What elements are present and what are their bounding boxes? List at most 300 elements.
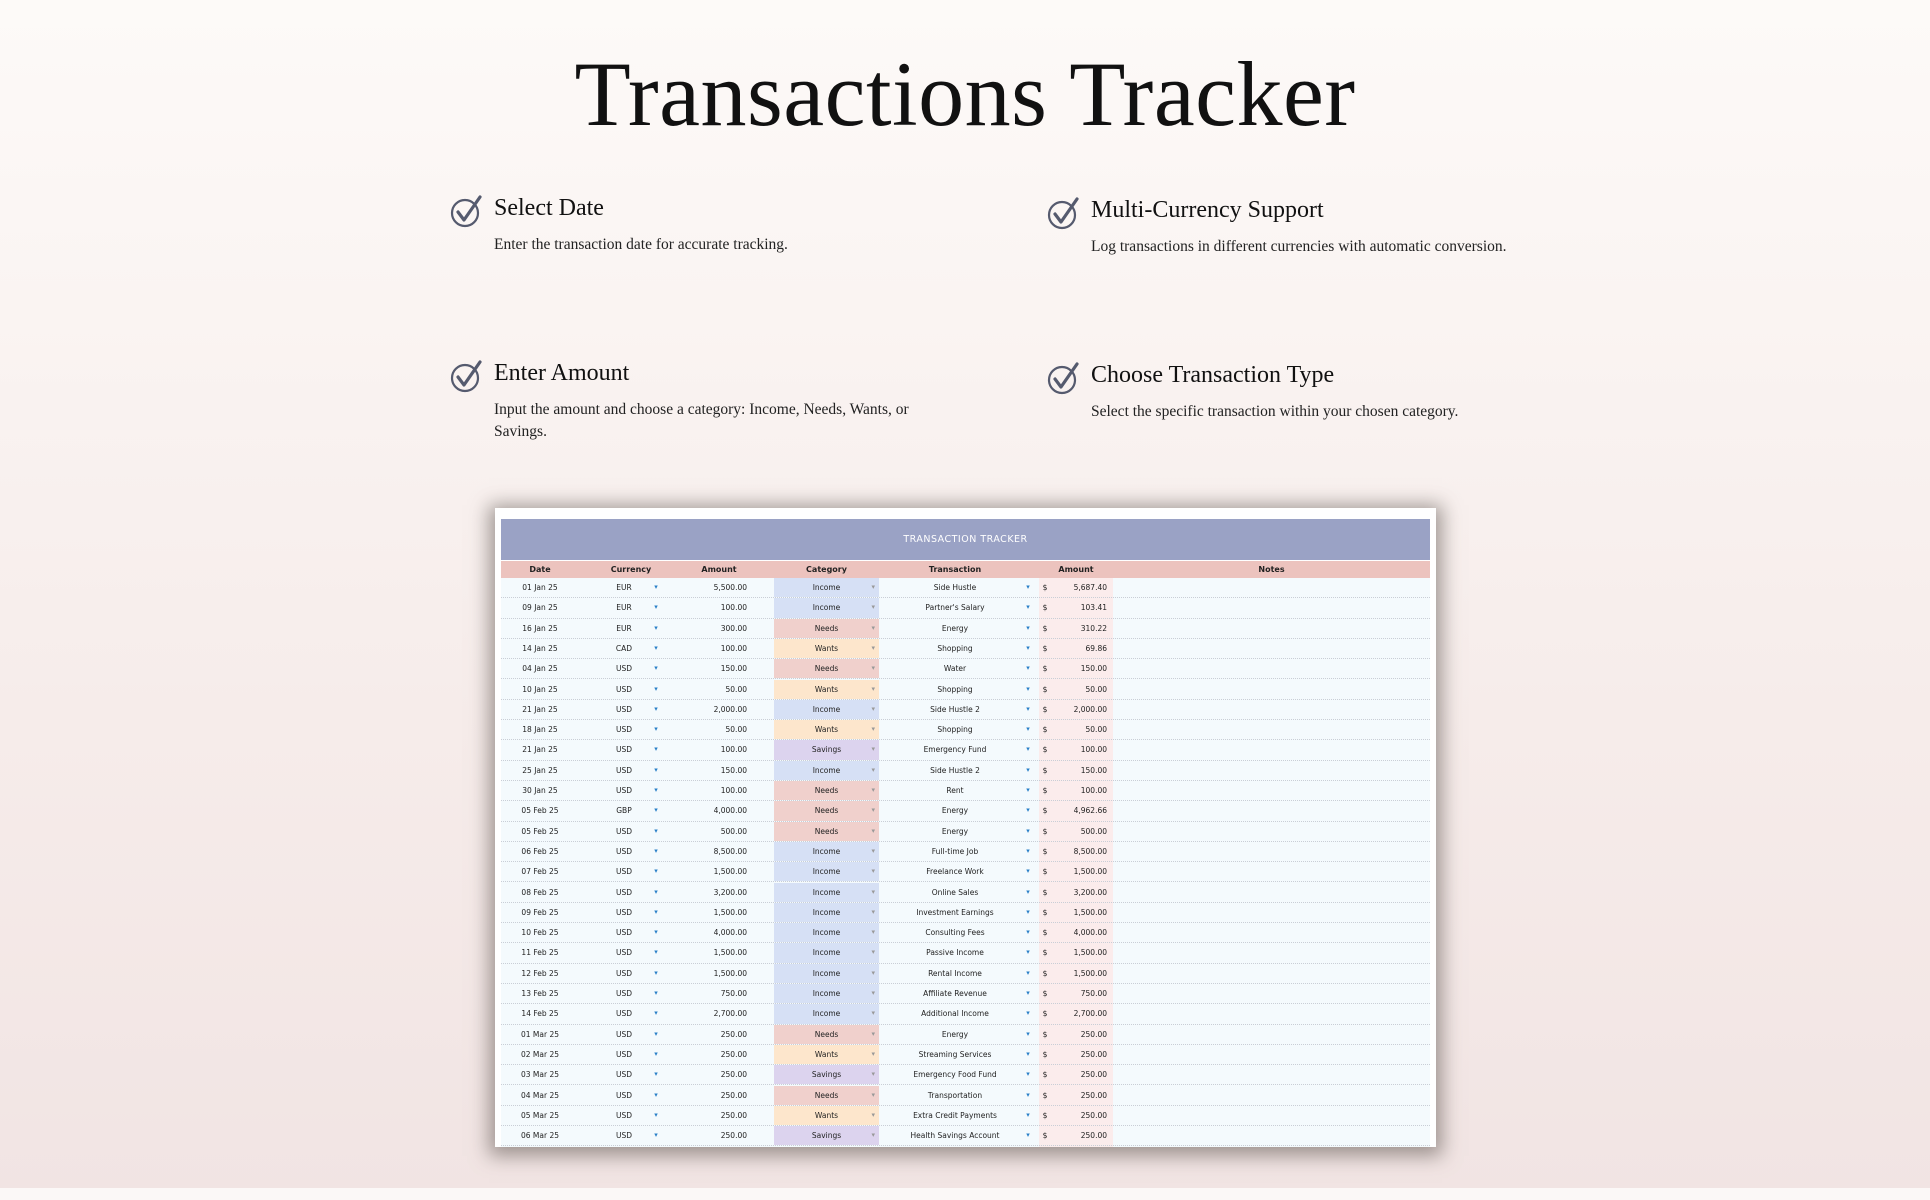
- currency-symbol: $: [1042, 806, 1048, 816]
- transaction-cell[interactable]: Emergency Food Fund: [913, 1070, 997, 1080]
- converted-amount-cell: 750.00: [1080, 989, 1107, 998]
- category-cell[interactable]: [774, 598, 879, 617]
- currency-cell[interactable]: USD: [615, 948, 633, 958]
- date-cell[interactable]: 21 Jan 25: [522, 745, 558, 755]
- sheet-banner: TRANSACTION TRACKER: [501, 519, 1430, 560]
- amount-cell[interactable]: 50.00: [725, 725, 747, 735]
- currency-cell[interactable]: USD: [615, 989, 633, 998]
- category-cell[interactable]: [774, 943, 879, 962]
- transaction-cell[interactable]: Rental Income: [928, 968, 982, 978]
- currency-cell[interactable]: USD: [615, 1049, 633, 1059]
- dropdown-arrow-icon[interactable]: ▾: [871, 1070, 875, 1079]
- feature-title: Choose Transaction Type: [1091, 362, 1335, 388]
- currency-symbol: $: [1042, 1070, 1048, 1080]
- category-cell[interactable]: [774, 761, 879, 780]
- currency-cell[interactable]: USD: [615, 968, 633, 978]
- currency-cell[interactable]: USD: [615, 786, 633, 795]
- table-row: [501, 1086, 1430, 1106]
- transaction-cell[interactable]: Online Sales: [931, 887, 979, 897]
- dropdown-arrow-icon[interactable]: ▾: [1026, 664, 1030, 673]
- currency-symbol: $: [1042, 989, 1048, 998]
- amount-cell[interactable]: 2,700.00: [713, 1009, 747, 1019]
- date-cell[interactable]: 11 Feb 25: [521, 948, 559, 958]
- currency-symbol: $: [1042, 1131, 1048, 1141]
- currency-cell[interactable]: USD: [615, 846, 633, 856]
- transaction-cell[interactable]: Rent: [946, 786, 964, 795]
- dropdown-arrow-icon[interactable]: ▾: [654, 1009, 658, 1018]
- dropdown-arrow-icon[interactable]: ▾: [654, 786, 658, 794]
- converted-amount-cell: 8,500.00: [1073, 846, 1107, 856]
- transaction-cell[interactable]: Side Hustle 2: [930, 765, 980, 775]
- category-cell[interactable]: [774, 984, 879, 1003]
- dropdown-arrow-icon[interactable]: ▾: [871, 907, 875, 916]
- table-row: [501, 801, 1430, 821]
- category-cell[interactable]: [774, 1086, 879, 1105]
- currency-symbol: $: [1042, 745, 1048, 755]
- currency-symbol: $: [1042, 1049, 1048, 1059]
- dropdown-arrow-icon[interactable]: ▾: [1026, 1070, 1030, 1079]
- transaction-cell[interactable]: Passive Income: [926, 948, 984, 958]
- date-cell[interactable]: 01 Jan 25: [522, 583, 558, 592]
- currency-cell[interactable]: USD: [615, 1090, 633, 1100]
- transaction-cell[interactable]: Transportation: [927, 1090, 983, 1100]
- feature-select-date: [494, 192, 934, 256]
- category-cell[interactable]: [774, 680, 879, 699]
- transaction-cell[interactable]: Extra Credit Payments: [913, 1110, 997, 1120]
- currency-cell[interactable]: EUR: [616, 603, 632, 613]
- date-cell[interactable]: 06 Mar 25: [520, 1131, 559, 1141]
- dropdown-arrow-icon[interactable]: ▾: [1026, 623, 1030, 632]
- transaction-cell[interactable]: Side Hustle 2: [930, 704, 980, 714]
- transaction-cell[interactable]: Energy: [941, 806, 969, 816]
- dropdown-arrow-icon[interactable]: ▾: [654, 603, 658, 612]
- amount-cell[interactable]: 750.00: [720, 989, 747, 998]
- currency-cell[interactable]: GBP: [616, 806, 632, 816]
- date-cell[interactable]: 03 Mar 25: [520, 1070, 559, 1080]
- category-cell[interactable]: [774, 842, 879, 861]
- dropdown-arrow-icon[interactable]: ▾: [654, 1029, 658, 1038]
- amount-cell[interactable]: 3,200.00: [713, 887, 747, 897]
- amount-cell[interactable]: 2,000.00: [713, 704, 747, 714]
- dropdown-arrow-icon[interactable]: ▾: [871, 928, 875, 937]
- date-cell[interactable]: 07 Feb 25: [521, 867, 559, 877]
- amount-cell[interactable]: 4,000.00: [713, 928, 747, 938]
- currency-cell[interactable]: CAD: [615, 643, 633, 653]
- table-row: [501, 1004, 1430, 1024]
- date-cell[interactable]: 30 Jan 25: [522, 786, 558, 795]
- table-row: [501, 700, 1430, 720]
- dropdown-arrow-icon[interactable]: ▾: [654, 887, 658, 896]
- table-row: [501, 1106, 1430, 1126]
- amount-cell[interactable]: 250.00: [720, 1070, 747, 1080]
- category-cell[interactable]: [774, 578, 879, 597]
- table-row: [501, 1025, 1430, 1045]
- category-label: Income: [812, 907, 841, 917]
- category-label: Income: [812, 867, 841, 877]
- dropdown-arrow-icon[interactable]: ▾: [654, 1070, 658, 1079]
- currency-symbol: $: [1042, 786, 1048, 795]
- transaction-cell[interactable]: Consulting Fees: [925, 928, 985, 938]
- table-row: [501, 1126, 1430, 1146]
- dropdown-arrow-icon[interactable]: ▾: [654, 907, 658, 916]
- dropdown-arrow-icon[interactable]: ▾: [871, 1009, 875, 1018]
- category-cell[interactable]: [774, 781, 879, 800]
- date-cell[interactable]: 09 Feb 25: [521, 907, 559, 917]
- dropdown-arrow-icon[interactable]: ▾: [1026, 583, 1030, 591]
- dropdown-arrow-icon[interactable]: ▾: [1026, 684, 1030, 693]
- dropdown-arrow-icon[interactable]: ▾: [654, 948, 658, 957]
- currency-symbol: $: [1042, 968, 1048, 978]
- transaction-cell[interactable]: Streaming Services: [918, 1049, 992, 1059]
- currency-cell[interactable]: USD: [615, 1131, 633, 1141]
- category-label: Needs: [814, 1090, 839, 1100]
- converted-amount-cell: 250.00: [1080, 1110, 1107, 1120]
- table-row: [501, 659, 1430, 679]
- dropdown-arrow-icon[interactable]: ▾: [871, 745, 875, 754]
- category-label: Income: [812, 989, 841, 998]
- transaction-cell[interactable]: Partner's Salary: [925, 603, 985, 613]
- currency-symbol: $: [1042, 1009, 1048, 1019]
- dropdown-arrow-icon[interactable]: ▾: [1026, 786, 1030, 794]
- category-cell[interactable]: [774, 659, 879, 678]
- date-cell[interactable]: 10 Jan 25: [522, 684, 558, 694]
- date-cell[interactable]: 04 Jan 25: [522, 664, 558, 674]
- category-cell[interactable]: [774, 639, 879, 658]
- dropdown-arrow-icon[interactable]: ▾: [871, 1110, 875, 1119]
- currency-cell[interactable]: USD: [615, 1070, 633, 1080]
- transaction-cell[interactable]: Full-time Job: [931, 846, 979, 856]
- check-circle-icon: [450, 194, 484, 228]
- dropdown-arrow-icon[interactable]: ▾: [871, 1090, 875, 1099]
- dropdown-arrow-icon[interactable]: ▾: [871, 989, 875, 997]
- amount-cell[interactable]: 100.00: [720, 603, 747, 613]
- transaction-cell[interactable]: Shopping: [937, 684, 973, 694]
- dropdown-arrow-icon[interactable]: ▾: [654, 643, 658, 652]
- date-cell[interactable]: 13 Feb 25: [521, 989, 559, 998]
- amount-cell[interactable]: 50.00: [725, 684, 747, 694]
- dropdown-arrow-icon[interactable]: ▾: [654, 704, 658, 713]
- currency-cell[interactable]: USD: [615, 887, 633, 897]
- category-cell[interactable]: [774, 801, 879, 820]
- currency-cell[interactable]: USD: [615, 928, 633, 938]
- column-header-currency: Currency: [610, 565, 652, 574]
- category-cell[interactable]: [774, 1004, 879, 1023]
- dropdown-arrow-icon[interactable]: ▾: [1026, 725, 1030, 734]
- category-cell[interactable]: [774, 720, 879, 739]
- category-label: Wants: [814, 725, 839, 735]
- date-cell[interactable]: 06 Feb 25: [521, 846, 559, 856]
- currency-cell[interactable]: USD: [615, 1110, 633, 1120]
- dropdown-arrow-icon[interactable]: ▾: [871, 786, 875, 794]
- amount-cell[interactable]: 1,500.00: [713, 907, 747, 917]
- category-label: Income: [812, 887, 841, 897]
- currency-symbol: $: [1042, 725, 1048, 735]
- feature-title: Enter Amount: [494, 360, 630, 386]
- currency-symbol: $: [1042, 1090, 1048, 1100]
- date-cell[interactable]: 25 Jan 25: [522, 765, 558, 775]
- dropdown-arrow-icon[interactable]: ▾: [1026, 1090, 1030, 1099]
- converted-amount-cell: 250.00: [1080, 1131, 1107, 1141]
- dropdown-arrow-icon[interactable]: ▾: [1026, 806, 1030, 815]
- converted-amount-cell: 1,500.00: [1073, 968, 1107, 978]
- dropdown-arrow-icon[interactable]: ▾: [871, 826, 875, 835]
- column-header-converted-amount: Amount: [1058, 565, 1094, 574]
- table-row: [501, 903, 1430, 923]
- dropdown-arrow-icon[interactable]: ▾: [654, 765, 658, 774]
- category-label: Needs: [814, 664, 839, 674]
- dropdown-arrow-icon[interactable]: ▾: [1026, 1009, 1030, 1018]
- currency-cell[interactable]: USD: [615, 664, 633, 674]
- transaction-cell[interactable]: Shopping: [937, 643, 973, 653]
- transaction-cell[interactable]: Freelance Work: [926, 867, 984, 877]
- dropdown-arrow-icon[interactable]: ▾: [871, 704, 875, 713]
- amount-cell[interactable]: 5,500.00: [713, 583, 747, 592]
- dropdown-arrow-icon[interactable]: ▾: [654, 989, 658, 997]
- date-cell[interactable]: 21 Jan 25: [522, 704, 558, 714]
- amount-cell[interactable]: 250.00: [720, 1029, 747, 1039]
- date-cell[interactable]: 10 Feb 25: [521, 928, 559, 938]
- dropdown-arrow-icon[interactable]: ▾: [871, 725, 875, 734]
- dropdown-arrow-icon[interactable]: ▾: [1026, 846, 1030, 855]
- table-row: [501, 761, 1430, 781]
- amount-cell[interactable]: 8,500.00: [713, 846, 747, 856]
- currency-symbol: $: [1042, 603, 1048, 613]
- amount-cell[interactable]: 250.00: [720, 1110, 747, 1120]
- converted-amount-cell: 150.00: [1080, 765, 1107, 775]
- table-row: [501, 639, 1430, 659]
- feature-enter-amount: [494, 357, 934, 443]
- date-cell[interactable]: 12 Feb 25: [521, 968, 559, 978]
- table-row: [501, 822, 1430, 842]
- dropdown-arrow-icon[interactable]: ▾: [1026, 928, 1030, 937]
- category-label: Needs: [814, 826, 839, 836]
- sheet-body: [501, 578, 1430, 1147]
- dropdown-arrow-icon[interactable]: ▾: [1026, 968, 1030, 977]
- transaction-cell[interactable]: Affiliate Revenue: [923, 989, 987, 998]
- currency-symbol: $: [1042, 664, 1048, 674]
- amount-cell[interactable]: 1,500.00: [713, 867, 747, 877]
- feature-description: Input the amount and choose a category: Income, Needs, Wants, or Savings.: [494, 401, 909, 440]
- currency-cell[interactable]: USD: [615, 1029, 633, 1039]
- date-cell[interactable]: 05 Feb 25: [521, 826, 559, 836]
- dropdown-arrow-icon[interactable]: ▾: [654, 928, 658, 937]
- date-cell[interactable]: 02 Mar 25: [520, 1049, 559, 1059]
- dropdown-arrow-icon[interactable]: ▾: [871, 948, 875, 957]
- dropdown-arrow-icon[interactable]: ▾: [871, 583, 875, 591]
- dropdown-arrow-icon[interactable]: ▾: [654, 1090, 658, 1099]
- transaction-cell[interactable]: Energy: [941, 623, 969, 633]
- currency-cell[interactable]: USD: [615, 765, 633, 775]
- currency-cell[interactable]: USD: [615, 704, 633, 714]
- dropdown-arrow-icon[interactable]: ▾: [871, 1029, 875, 1038]
- column-header-transaction: Transaction: [928, 565, 982, 574]
- transaction-cell[interactable]: Water: [943, 664, 967, 674]
- dropdown-arrow-icon[interactable]: ▾: [1026, 826, 1030, 835]
- dropdown-arrow-icon[interactable]: ▾: [654, 745, 658, 754]
- dropdown-arrow-icon[interactable]: ▾: [871, 603, 875, 612]
- currency-cell[interactable]: USD: [615, 826, 633, 836]
- dropdown-arrow-icon[interactable]: ▾: [1026, 745, 1030, 754]
- amount-cell[interactable]: 150.00: [720, 765, 747, 775]
- dropdown-arrow-icon[interactable]: ▾: [654, 725, 658, 734]
- currency-cell[interactable]: USD: [615, 684, 633, 694]
- dropdown-arrow-icon[interactable]: ▾: [654, 684, 658, 693]
- currency-symbol: $: [1042, 1029, 1048, 1039]
- category-cell[interactable]: [774, 619, 879, 638]
- category-label: Income: [812, 704, 841, 714]
- date-cell[interactable]: 14 Jan 25: [522, 643, 558, 653]
- date-cell[interactable]: 05 Mar 25: [520, 1110, 559, 1120]
- dropdown-arrow-icon[interactable]: ▾: [1026, 989, 1030, 997]
- page-title: Transactions Tracker: [574, 43, 1356, 145]
- feature-transaction-type: [1091, 359, 1531, 423]
- category-cell[interactable]: [774, 822, 879, 841]
- dropdown-arrow-icon[interactable]: ▾: [1026, 1110, 1030, 1119]
- dropdown-arrow-icon[interactable]: ▾: [871, 887, 875, 896]
- date-cell[interactable]: 04 Mar 25: [520, 1090, 559, 1100]
- table-row: [501, 1065, 1430, 1085]
- dropdown-arrow-icon[interactable]: ▾: [1026, 1049, 1030, 1058]
- feature-title: Select Date: [494, 195, 604, 221]
- table-row: [501, 964, 1430, 984]
- dropdown-arrow-icon[interactable]: ▾: [1026, 603, 1030, 612]
- dropdown-arrow-icon[interactable]: ▾: [654, 583, 658, 591]
- feature-description: Log transactions in different currencies with automatic conversion.: [1091, 238, 1507, 255]
- dropdown-arrow-icon[interactable]: ▾: [871, 806, 875, 815]
- dropdown-arrow-icon[interactable]: ▾: [871, 684, 875, 693]
- date-cell[interactable]: 09 Jan 25: [522, 603, 558, 613]
- transaction-cell[interactable]: Energy: [941, 826, 969, 836]
- category-label: Savings: [811, 745, 842, 755]
- currency-cell[interactable]: USD: [615, 725, 633, 735]
- category-cell[interactable]: [774, 923, 879, 942]
- category-cell[interactable]: [774, 700, 879, 719]
- dropdown-arrow-icon[interactable]: ▾: [871, 1049, 875, 1058]
- bottom-band: [0, 1188, 1930, 1200]
- converted-amount-cell: 69.86: [1085, 643, 1107, 653]
- dropdown-arrow-icon[interactable]: ▾: [654, 826, 658, 835]
- date-cell[interactable]: 14 Feb 25: [521, 1009, 559, 1019]
- dropdown-arrow-icon[interactable]: ▾: [1026, 643, 1030, 652]
- transaction-cell[interactable]: Investment Earnings: [916, 907, 994, 917]
- date-cell[interactable]: 16 Jan 25: [522, 623, 558, 633]
- currency-cell[interactable]: USD: [615, 1009, 633, 1019]
- converted-amount-cell: 310.22: [1080, 623, 1107, 633]
- currency-cell[interactable]: USD: [615, 745, 633, 755]
- amount-cell[interactable]: 1,500.00: [713, 968, 747, 978]
- dropdown-arrow-icon[interactable]: ▾: [1026, 867, 1030, 876]
- dropdown-arrow-icon[interactable]: ▾: [871, 846, 875, 855]
- dropdown-arrow-icon[interactable]: ▾: [871, 623, 875, 632]
- amount-cell[interactable]: 100.00: [720, 745, 747, 755]
- amount-cell[interactable]: 250.00: [720, 1090, 747, 1100]
- date-cell[interactable]: 08 Feb 25: [521, 887, 559, 897]
- date-cell[interactable]: 05 Feb 25: [521, 806, 559, 816]
- currency-cell[interactable]: USD: [615, 867, 633, 877]
- converted-amount-cell: 100.00: [1080, 745, 1107, 755]
- category-cell[interactable]: [774, 1126, 879, 1145]
- transaction-cell[interactable]: Health Savings Account: [910, 1131, 1000, 1141]
- dropdown-arrow-icon[interactable]: ▾: [871, 643, 875, 652]
- converted-amount-cell: 1,500.00: [1073, 907, 1107, 917]
- currency-cell[interactable]: USD: [615, 907, 633, 917]
- dropdown-arrow-icon[interactable]: ▾: [654, 623, 658, 632]
- sheet-header-row: [501, 561, 1430, 578]
- transaction-cell[interactable]: Emergency Fund: [923, 745, 987, 755]
- category-cell[interactable]: [774, 1045, 879, 1064]
- date-cell[interactable]: 18 Jan 25: [522, 725, 558, 735]
- currency-symbol: $: [1042, 623, 1048, 633]
- transaction-cell[interactable]: Side Hustle: [933, 583, 977, 592]
- amount-cell[interactable]: 150.00: [720, 664, 747, 674]
- dropdown-arrow-icon[interactable]: ▾: [1026, 907, 1030, 916]
- dropdown-arrow-icon[interactable]: ▾: [1026, 1131, 1030, 1140]
- category-label: Needs: [814, 786, 839, 795]
- dropdown-arrow-icon[interactable]: ▾: [1026, 704, 1030, 713]
- column-header-date: Date: [529, 565, 551, 574]
- dropdown-arrow-icon[interactable]: ▾: [654, 1049, 658, 1058]
- amount-cell[interactable]: 300.00: [720, 623, 747, 633]
- dropdown-arrow-icon[interactable]: ▾: [871, 968, 875, 977]
- converted-amount-cell: 103.41: [1080, 603, 1107, 613]
- converted-amount-cell: 250.00: [1080, 1049, 1107, 1059]
- dropdown-arrow-icon[interactable]: ▾: [1026, 948, 1030, 957]
- dropdown-arrow-icon[interactable]: ▾: [1026, 765, 1030, 774]
- amount-cell[interactable]: 500.00: [720, 826, 747, 836]
- category-cell[interactable]: [774, 1106, 879, 1125]
- dropdown-arrow-icon[interactable]: ▾: [654, 664, 658, 673]
- date-cell[interactable]: 01 Mar 25: [520, 1029, 559, 1039]
- dropdown-arrow-icon[interactable]: ▾: [871, 664, 875, 673]
- feature-title: Multi-Currency Support: [1091, 197, 1324, 223]
- transaction-cell[interactable]: Shopping: [937, 725, 973, 735]
- converted-amount-cell: 2,000.00: [1073, 704, 1107, 714]
- amount-cell[interactable]: 250.00: [720, 1049, 747, 1059]
- dropdown-arrow-icon[interactable]: ▾: [654, 846, 658, 855]
- transaction-cell[interactable]: Additional Income: [921, 1009, 989, 1019]
- dropdown-arrow-icon[interactable]: ▾: [654, 806, 658, 815]
- category-cell[interactable]: [774, 1065, 879, 1084]
- category-cell[interactable]: [774, 903, 879, 922]
- currency-cell[interactable]: EUR: [616, 583, 632, 592]
- transaction-cell[interactable]: Energy: [941, 1029, 969, 1039]
- category-cell[interactable]: [774, 883, 879, 902]
- category-cell[interactable]: [774, 862, 879, 881]
- category-cell[interactable]: [774, 1025, 879, 1044]
- dropdown-arrow-icon[interactable]: ▾: [1026, 887, 1030, 896]
- category-label: Wants: [814, 643, 839, 653]
- amount-cell[interactable]: 250.00: [720, 1131, 747, 1141]
- dropdown-arrow-icon[interactable]: ▾: [654, 1131, 658, 1140]
- dropdown-arrow-icon[interactable]: ▾: [871, 1131, 875, 1140]
- amount-cell[interactable]: 4,000.00: [713, 806, 747, 816]
- amount-cell[interactable]: 100.00: [720, 786, 747, 795]
- category-cell[interactable]: [774, 740, 879, 759]
- amount-cell[interactable]: 1,500.00: [713, 948, 747, 958]
- currency-cell[interactable]: EUR: [616, 623, 632, 633]
- category-cell[interactable]: [774, 964, 879, 983]
- dropdown-arrow-icon[interactable]: ▾: [871, 765, 875, 774]
- category-label: Needs: [814, 1029, 839, 1039]
- dropdown-arrow-icon[interactable]: ▾: [654, 968, 658, 977]
- dropdown-arrow-icon[interactable]: ▾: [1026, 1029, 1030, 1038]
- dropdown-arrow-icon[interactable]: ▾: [654, 1110, 658, 1119]
- dropdown-arrow-icon[interactable]: ▾: [871, 867, 875, 876]
- dropdown-arrow-icon[interactable]: ▾: [654, 867, 658, 876]
- category-label: Savings: [811, 1070, 842, 1080]
- currency-symbol: $: [1042, 846, 1048, 856]
- amount-cell[interactable]: 100.00: [720, 643, 747, 653]
